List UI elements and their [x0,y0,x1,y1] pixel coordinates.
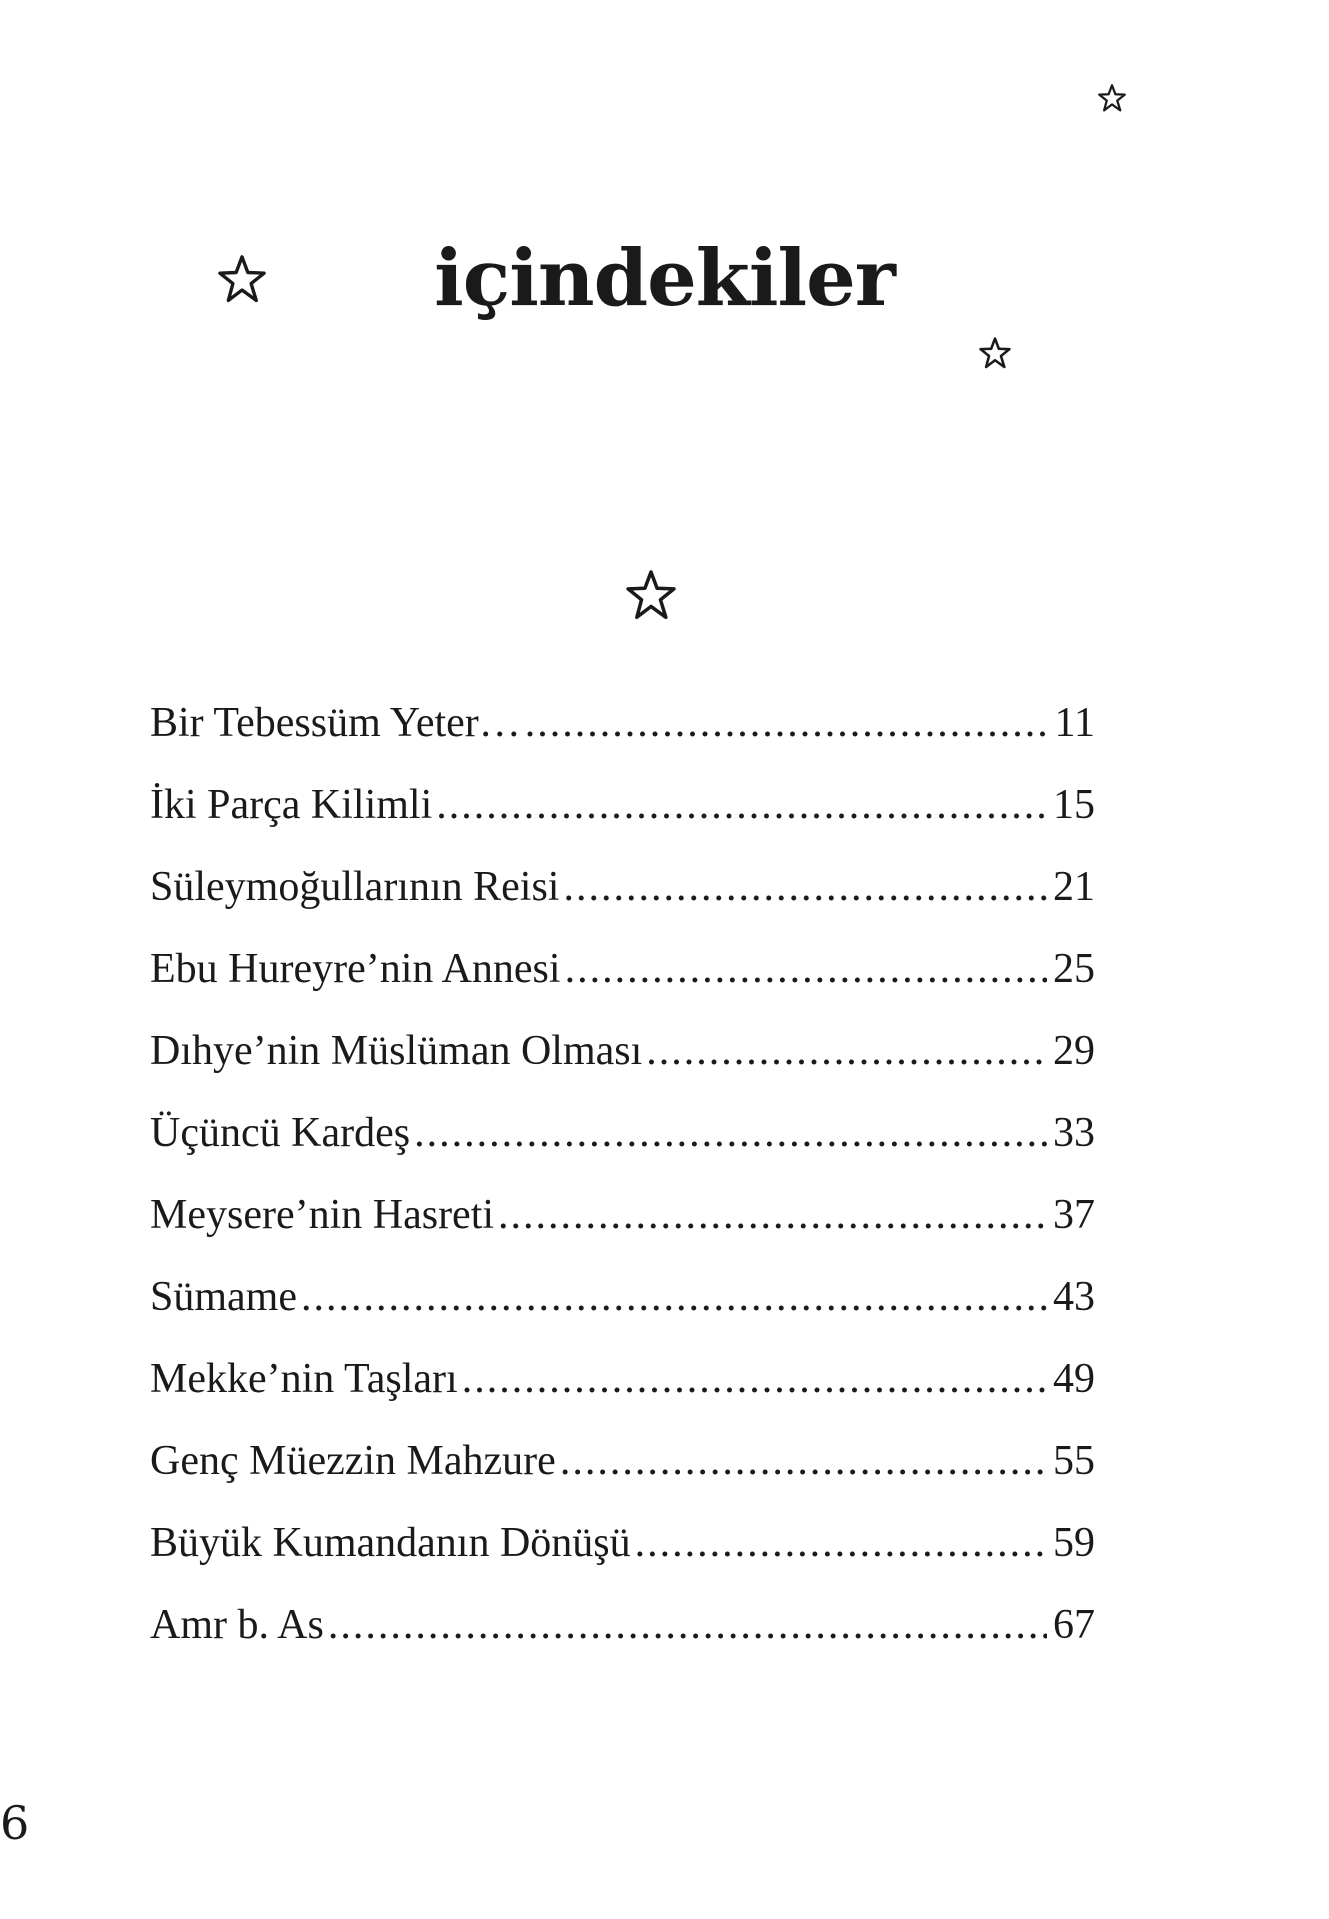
toc-entry-page: 21 [1053,864,1095,910]
toc-entry-title: Ebu Hureyre’nin Annesi [150,946,561,992]
table-of-contents [150,682,1095,1666]
toc-entry-title: İki Parça Kilimli [150,782,433,828]
toc-entry-page: 29 [1053,1028,1095,1074]
dot-leader [565,928,1047,1010]
toc-entry [150,846,1095,928]
toc-entry-title: Mekke’nin Taşları [150,1356,458,1402]
page-corner-mark: 6 [0,1796,30,1850]
dot-leader [436,764,1047,846]
page-title: içindekiler [434,233,895,324]
toc-entry [150,1092,1095,1174]
toc-entry [150,1174,1095,1256]
dot-leader [646,1010,1047,1092]
toc-entry-page: 37 [1053,1192,1095,1238]
toc-entry-title: Süleymoğullarının Reisi [150,864,560,910]
toc-entry-page: 55 [1053,1438,1095,1484]
toc-entry-page: 15 [1053,782,1095,828]
toc-entry-page: 49 [1053,1356,1095,1402]
toc-entry [150,1338,1095,1420]
star-outline-icon [1097,83,1127,113]
toc-entry-title: Sümame [150,1274,297,1320]
toc-entry-page: 11 [1054,700,1095,746]
dot-leader [560,1420,1047,1502]
dot-leader [414,1092,1047,1174]
dot-leader [328,1584,1047,1666]
toc-entry-page: 43 [1053,1274,1095,1320]
toc-entry [150,764,1095,846]
star-outline-icon [624,568,678,622]
dot-leader [301,1256,1047,1338]
toc-entry-page: 33 [1053,1110,1095,1156]
dot-leader [563,846,1047,928]
toc-entry-title: Meysere’nin Hasreti [150,1192,495,1238]
toc-entry-title: Dıhye’nin Müslüman Olması [150,1028,643,1074]
dot-leader [635,1502,1047,1584]
dot-leader [525,682,1049,764]
star-outline-icon [978,336,1012,370]
toc-entry-page: 25 [1053,946,1095,992]
toc-entry-title: Bir Tebessüm Yeter… [150,700,521,746]
toc-entry-title: Üçüncü Kardeş [150,1110,411,1156]
dot-leader [498,1174,1047,1256]
toc-entry-title: Amr b. As [150,1602,324,1648]
toc-entry-page: 67 [1053,1602,1095,1648]
toc-entry-title: Büyük Kumandanın Dönüşü [150,1520,631,1566]
toc-entry-page: 59 [1053,1520,1095,1566]
toc-entry [150,1256,1095,1338]
dot-leader [462,1338,1047,1420]
toc-entry [150,928,1095,1010]
toc-entry [150,1502,1095,1584]
toc-entry [150,1584,1095,1666]
toc-entry [150,682,1095,764]
toc-entry [150,1420,1095,1502]
toc-entry [150,1010,1095,1092]
toc-entry-title: Genç Müezzin Mahzure [150,1438,556,1484]
